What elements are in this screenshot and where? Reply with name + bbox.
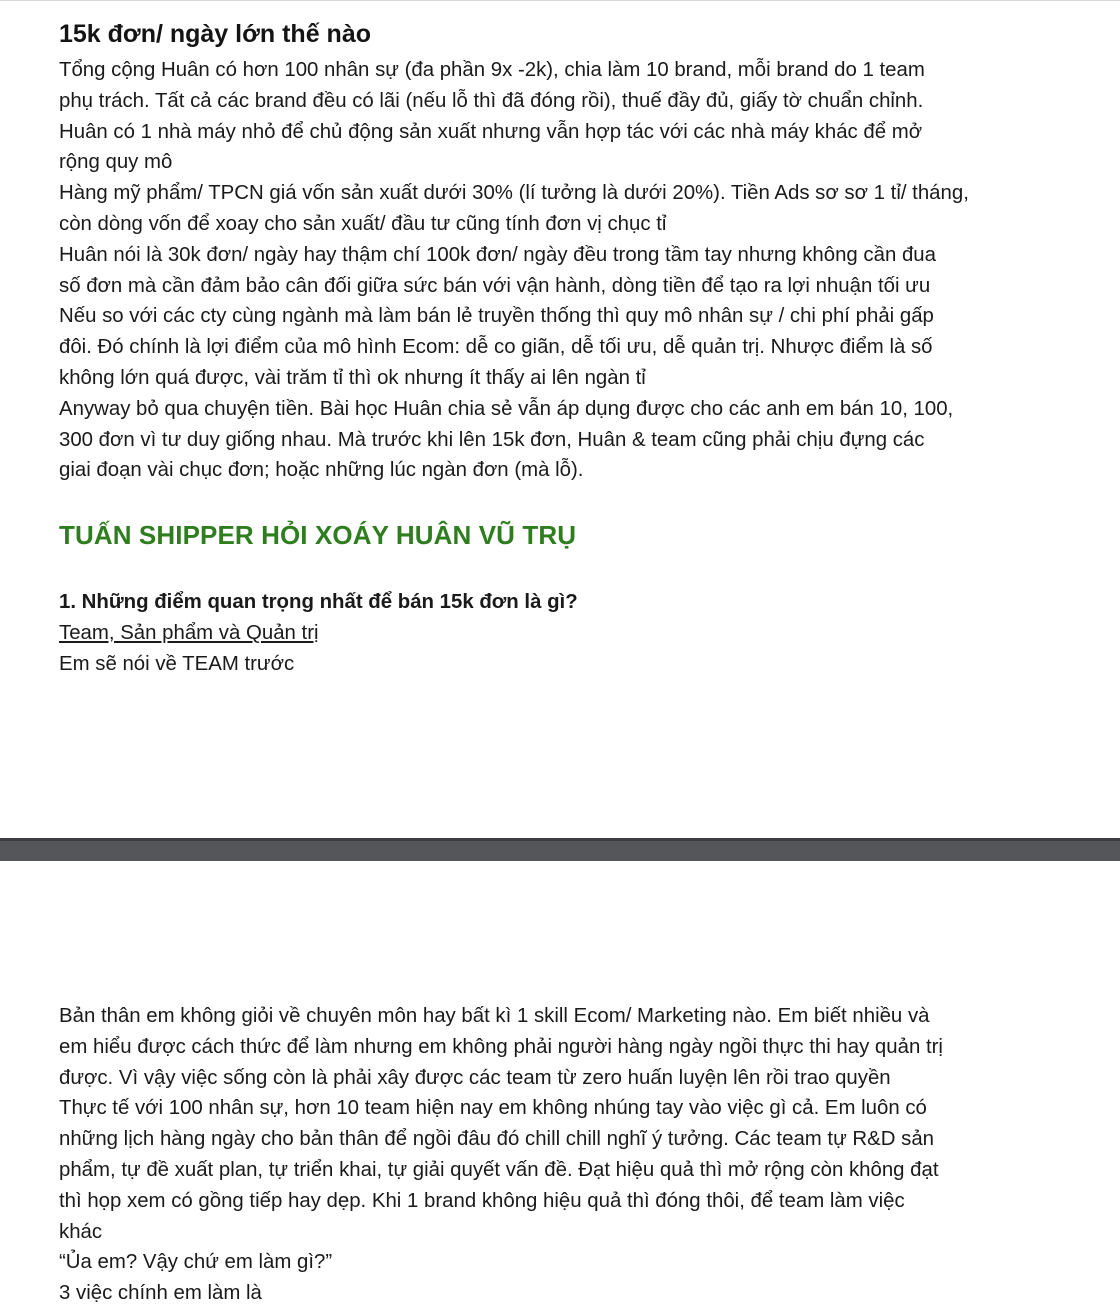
intro-line: Anyway bỏ qua chuyện tiền. Bài học Huân chia sẻ vẫn áp dụng được cho các anh em bán 10, 100, (59, 397, 954, 420)
continuation-line: những lịch hàng ngày cho bản thân để ngồi đâu đó chill chill nghĩ ý tưởng. Các team tự R&D sản (59, 1128, 935, 1151)
intro-line: số đơn mà cần đảm bảo cân đối giữa sức bán với vận hành, dòng tiền để tạo ra lợi nhuận tối ưu (59, 274, 931, 297)
continuation-line: Bản thân em không giỏi về chuyên môn hay bất kì 1 skill Ecom/ Marketing nào. Em biết nhiều và (59, 1005, 930, 1027)
continuation-line: phẩm, tự đề xuất plan, tự triển khai, tự giải quyết vấn đề. Đạt hiệu quả thì mở rộng còn không đạt (59, 1158, 939, 1181)
continuation-line: 3 việc chính em làm là (59, 1282, 262, 1305)
continuation-line: khác (59, 1220, 103, 1243)
answer-underlined-topics: Team, Sản phẩm và Quản trị (59, 622, 319, 644)
intro-line: Tổng cộng Huân có hơn 100 nhân sự (đa phần 9x -2k), chia làm 10 brand, mỗi brand do 1 team (59, 59, 925, 81)
continuation-line: thì họp xem có gồng tiếp hay dẹp. Khi 1 brand không hiệu quả thì đóng thôi, để team làm việc (59, 1189, 905, 1212)
interview-heading: TUẤN SHIPPER HỎI XOÁY HUÂN VŨ TRỤ (59, 520, 577, 550)
answer-intro-line: Em sẽ nói về TEAM trước (59, 652, 295, 675)
continuation-line: được. Vì vậy việc sống còn là phải xây được các team từ zero huấn luyện lên rồi trao quyền (59, 1066, 891, 1089)
intro-line: 300 đơn vì tư duy giống nhau. Mà trước khi lên 15k đơn, Huân & team cũng phải chịu đựng các (59, 428, 925, 451)
intro-line: Hàng mỹ phẩm/ TPCN giá vốn sản xuất dưới 30% (lí tưởng là dưới 20%). Tiền Ads sơ sơ 1 tỉ/ tháng, (59, 182, 969, 205)
intro-line: đôi. Đó chính là lợi điểm của mô hình Ecom: dễ co giãn, dễ tối ưu, dễ quản trị. Nhược điểm là số (59, 336, 933, 359)
page-separator (0, 838, 1120, 861)
intro-line: Huân nói là 30k đơn/ ngày hay thậm chí 100k đơn/ ngày đều trong tầm tay nhưng không cần đua (59, 243, 936, 266)
section-title: 15k đơn/ ngày lớn thế nào (59, 20, 371, 48)
continuation-paragraph (59, 1001, 1009, 1309)
continuation-line: em hiểu được cách thức để làm nhưng em không phải người hàng ngày ngồi thực thi hay quản trị (59, 1035, 943, 1058)
continuation-line: “Ủa em? Vậy chứ em làm gì?” (59, 1251, 333, 1274)
intro-line: Nếu so với các cty cùng ngành mà làm bán lẻ truyền thống thì quy mô nhân sự / chi phí phải gấp (59, 305, 934, 328)
intro-line: còn dòng vốn để xoay cho sản xuất/ đầu tư cũng tính đơn vị chục tỉ (59, 212, 667, 235)
intro-paragraph (59, 55, 1009, 486)
intro-line: Huân có 1 nhà máy nhỏ để chủ động sản xuất nhưng vẫn hợp tác với các nhà máy khác để mở (59, 120, 923, 143)
intro-line: rộng quy mô (59, 151, 173, 174)
continuation-line: Thực tế với 100 nhân sự, hơn 10 team hiện nay em không nhúng tay vào việc gì cả. Em luôn có (59, 1097, 927, 1120)
question-heading: 1. Những điểm quan trọng nhất để bán 15k đơn là gì? (59, 591, 578, 613)
intro-line: giai đoạn vài chục đơn; hoặc những lúc ngàn đơn (mà lỗ). (59, 459, 584, 482)
intro-line: không lớn quá được, vài trăm tỉ thì ok nhưng ít thấy ai lên ngàn tỉ (59, 366, 646, 389)
answer-intro (59, 618, 1009, 680)
intro-line: phụ trách. Tất cả các brand đều có lãi (nếu lỗ thì đã đóng rồi), thuế đầy đủ, giấy tờ chuẩn chỉnh. (59, 89, 924, 112)
